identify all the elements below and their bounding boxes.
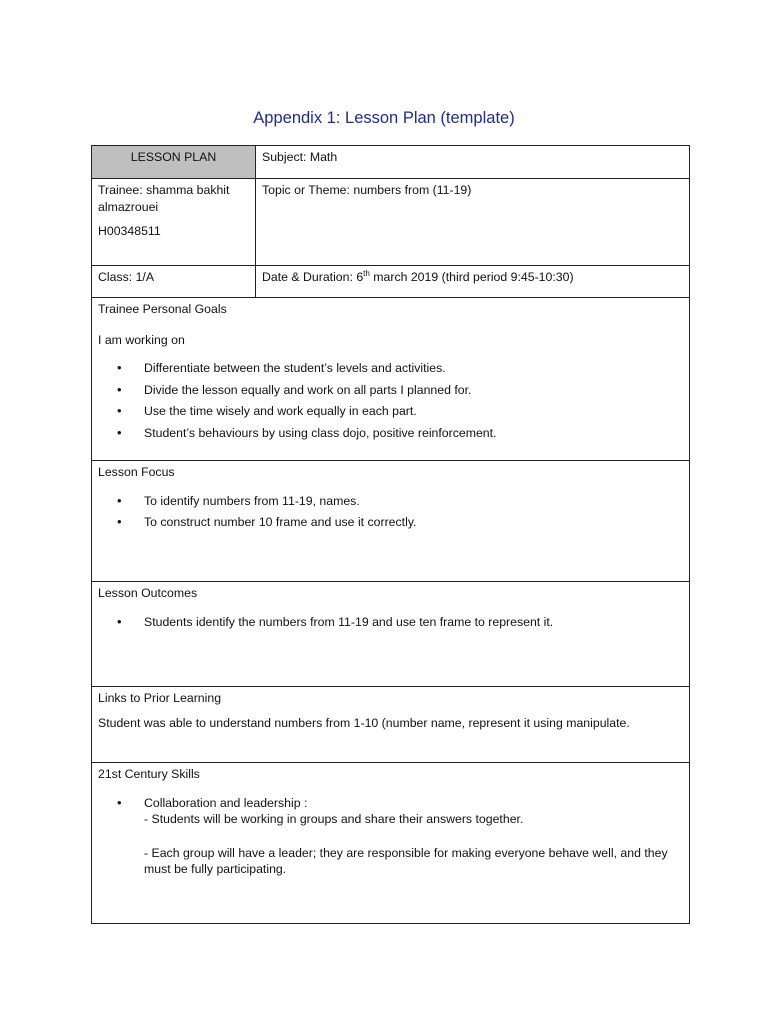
trainee-cell (92, 179, 256, 266)
personal-goals-row (92, 298, 690, 461)
list-item: • To identify numbers from 11-19, names. (144, 493, 683, 510)
lesson-focus-row (92, 461, 690, 582)
lesson-plan-table (91, 145, 690, 924)
subject-cell (256, 146, 690, 179)
century-skills-heading: 21st Century Skills (98, 767, 200, 781)
list-item: • Differentiate between the student’s levels and activities. (144, 360, 683, 377)
date-cell (256, 266, 690, 298)
prior-learning-heading: Links to Prior Learning (98, 691, 222, 705)
trainee-name: Trainee: shamma bakhit almazrouei (98, 183, 230, 214)
personal-goals-intro: I am working on (98, 332, 185, 347)
topic-text: Topic or Theme: numbers from (11-19) (262, 183, 472, 197)
century-skills-row (92, 763, 690, 924)
list-item: • Use the time wisely and work equally in each part. (144, 403, 683, 420)
personal-goals-heading: Trainee Personal Goals (98, 302, 227, 316)
lesson-outcomes-list (98, 614, 683, 631)
lesson-plan-label: LESSON PLAN (130, 150, 217, 164)
skill-line-2: - Each group will have a leader; they are responsible for making everyone behave well, and they must be fully participating. (144, 845, 668, 877)
trainee-id: H00348511 (98, 224, 161, 239)
page-title: Appendix 1: Lesson Plan (template) (253, 109, 515, 127)
date-superscript: th (363, 268, 370, 278)
header-row (92, 146, 690, 179)
class-row (92, 266, 690, 298)
list-item: • Students identify the numbers from 11-19 and use ten frame to represent it. (144, 614, 683, 631)
class-cell (92, 266, 256, 298)
lesson-outcomes-heading: Lesson Outcomes (98, 586, 198, 600)
list-item: • Divide the lesson equally and work on all parts I planned for. (144, 382, 683, 399)
prior-learning-row (92, 687, 690, 763)
century-skills-list (98, 795, 683, 878)
list-item: • To construct number 10 frame and use it correctly. (144, 514, 683, 531)
prior-learning-cell (92, 687, 690, 763)
list-item (144, 795, 683, 878)
list-item: • Student’s behaviours by using class dojo, positive reinforcement. (144, 425, 683, 442)
trainee-row (92, 179, 690, 266)
lesson-outcomes-cell (92, 582, 690, 687)
skill-title: • Collaboration and leadership : (144, 795, 308, 810)
personal-goals-list (98, 360, 683, 441)
topic-cell (256, 179, 690, 266)
lesson-plan-header-cell (92, 146, 256, 179)
prior-learning-text: Student was able to understand numbers from 1-10 (number name, represent it using manipulate. (98, 715, 630, 730)
lesson-outcomes-row (92, 582, 690, 687)
lesson-focus-cell (92, 461, 690, 582)
date-prefix: Date & Duration: 6 (262, 270, 364, 284)
personal-goals-cell (92, 298, 690, 461)
lesson-focus-list (98, 493, 683, 531)
lesson-focus-heading: Lesson Focus (98, 465, 175, 479)
skill-line-1: - Students will be working in groups and share their answers together. (144, 812, 524, 827)
century-skills-cell (92, 763, 690, 924)
subject-text: Subject: Math (262, 150, 338, 164)
date-suffix: march 2019 (third period 9:45-10:30) (369, 270, 574, 284)
class-text: Class: 1/A (98, 270, 155, 284)
